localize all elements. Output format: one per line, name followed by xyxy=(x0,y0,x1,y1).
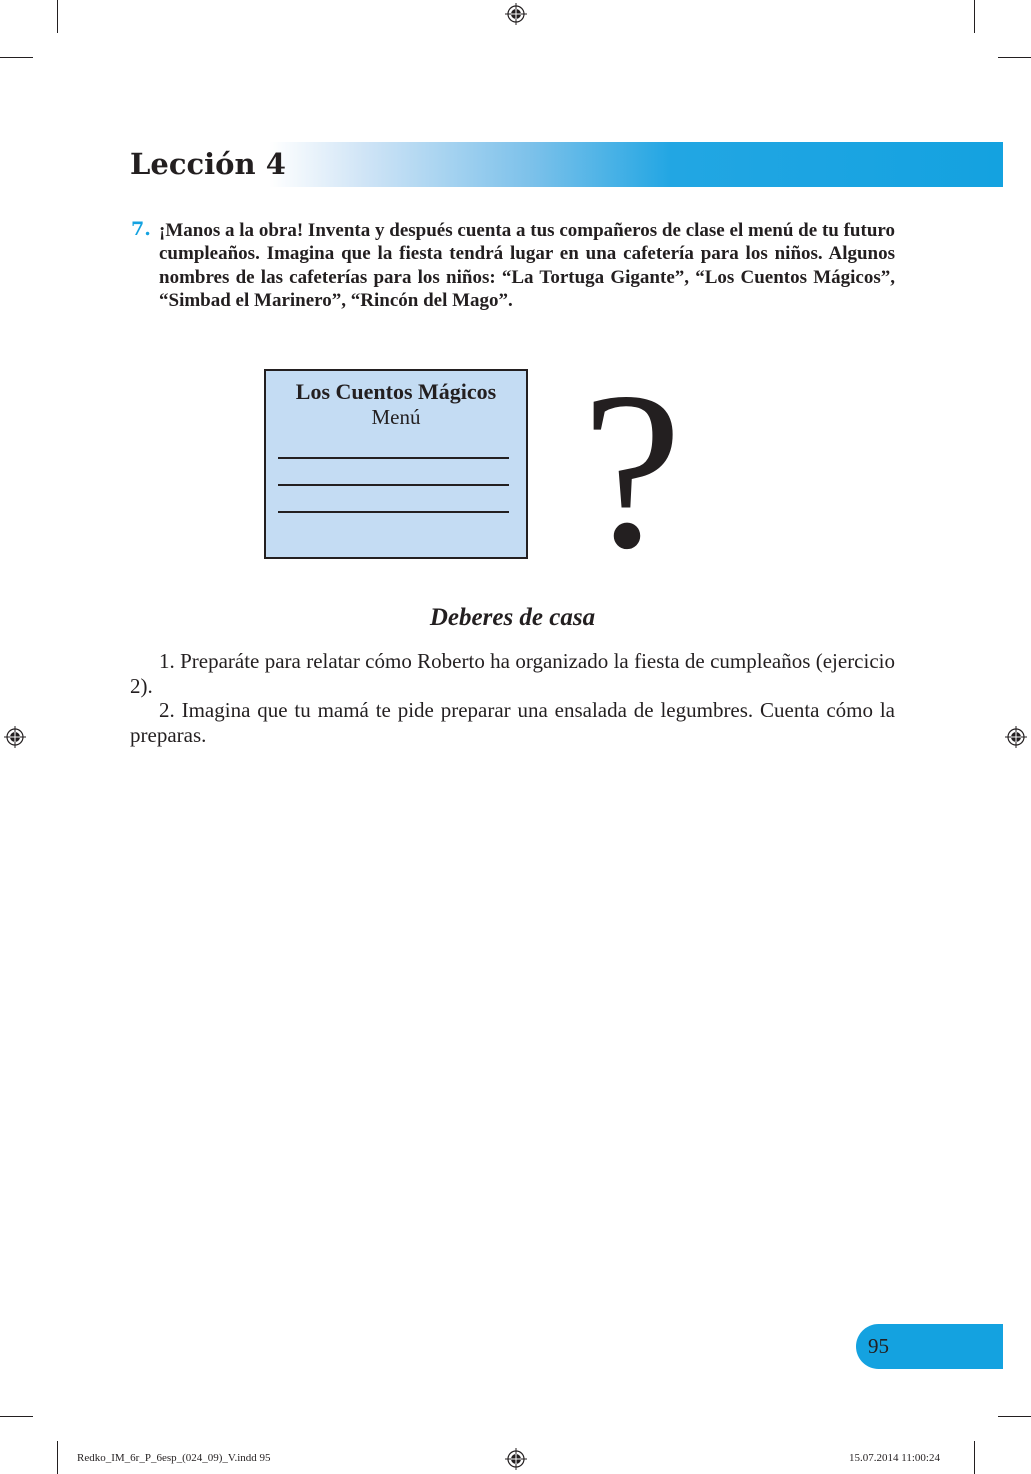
menu-card-title: Los Cuentos Mágicos xyxy=(295,379,497,404)
menu-card xyxy=(264,369,528,559)
slug-timestamp: 15.07.2014 11:00:24 xyxy=(849,1452,940,1464)
homework-item: 2. Imagina que tu mamá te pide preparar una ensalada de legumbres. Cuenta cómo la preparas. xyxy=(130,698,895,747)
question-mark: ? xyxy=(582,345,682,595)
registration-mark-icon xyxy=(505,1448,527,1470)
menu-blank-line xyxy=(278,484,509,486)
lesson-title: Lección 4 xyxy=(130,147,286,181)
crop-mark xyxy=(57,0,58,33)
registration-mark-icon xyxy=(4,726,26,748)
exercise-number: 7. xyxy=(131,218,151,240)
crop-mark xyxy=(974,1441,975,1474)
menu-blank-line xyxy=(278,511,509,513)
crop-mark xyxy=(0,57,33,58)
crop-mark xyxy=(57,1441,58,1474)
homework-item: 1. Preparáte para relatar cómo Roberto ha organizado la fiesta de cumpleaños (ejercicio 2). xyxy=(130,649,895,698)
exercise-text: ¡Manos a la obra! Inventa y después cuenta a tus compañeros de clase el menú de tu futuro cumpleaños. Imagina que la fiesta tendrá lugar en una cafetería para los niños. Algunos nombres de las cafeterías para los niños: “La Tortuga Gigante”, “Los Cuentos Mágicos”, “Simbad el Marinero”, “Rincón del Mago”. xyxy=(159,220,895,312)
menu-card-subtitle: Menú xyxy=(371,405,421,429)
crop-mark xyxy=(998,1416,1031,1417)
crop-mark xyxy=(998,57,1031,58)
crop-mark xyxy=(974,0,975,33)
crop-mark xyxy=(0,1416,33,1417)
slug-filename: Redko_IM_6r_P_6esp_(024_09)_V.indd 95 xyxy=(77,1452,271,1464)
registration-mark-icon xyxy=(1005,726,1027,748)
registration-mark-icon xyxy=(505,3,527,25)
menu-blank-line xyxy=(278,457,509,459)
page-number: 95 xyxy=(868,1334,889,1358)
homework-title: Deberes de casa xyxy=(429,604,596,631)
